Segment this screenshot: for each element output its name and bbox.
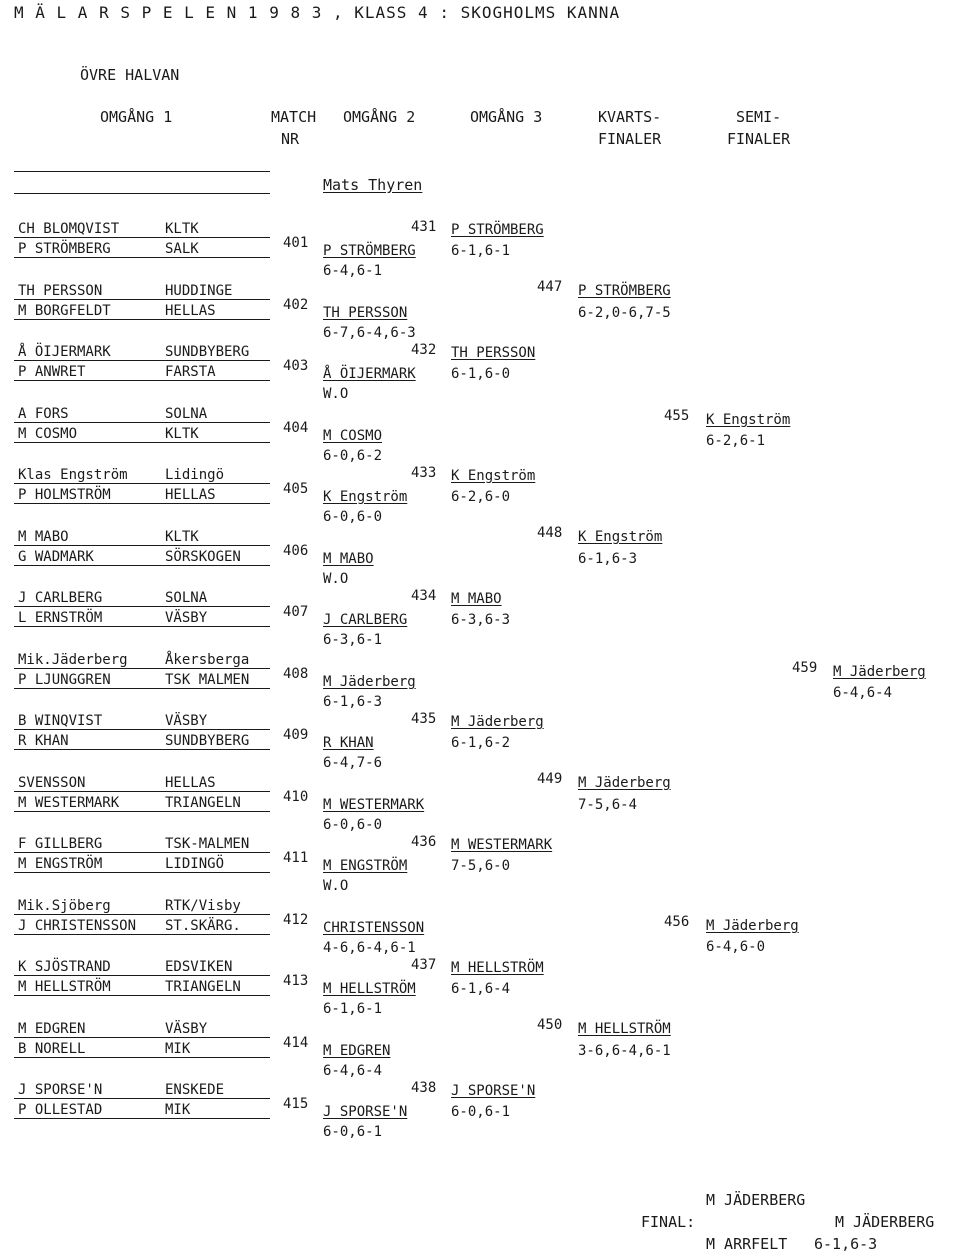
- r1-line-a: [14, 483, 270, 484]
- r1-club-b: FARSTA: [165, 364, 216, 380]
- r2-winner: M WESTERMARK: [451, 837, 553, 853]
- header-omgang-3: OMGÅNG 3: [470, 108, 543, 126]
- r1-club-b: TRIANGELN: [165, 979, 241, 995]
- r2-entrant: J CARLBERG: [323, 612, 408, 628]
- r1-club-a: Lidingö: [165, 467, 225, 483]
- r1-match-nr: 413: [283, 973, 309, 989]
- sf-winner: M Jäderberg: [833, 664, 926, 680]
- r1-player-a: J SPORSE'N: [18, 1082, 103, 1098]
- r1-match-nr: 401: [283, 235, 309, 251]
- r1-match-nr: 409: [283, 727, 309, 743]
- r1-club-a: RTK/Visby: [165, 898, 241, 914]
- r2-match-nr: 432: [411, 342, 437, 358]
- r1-match-nr: 405: [283, 481, 309, 497]
- r2-match-nr: 437: [411, 957, 437, 973]
- r2-entrant: TH PERSSON: [323, 305, 408, 321]
- r1-line-b: [14, 811, 270, 812]
- r1-line-b: [14, 688, 270, 689]
- r1-match-nr: 414: [283, 1035, 309, 1051]
- r1-line-a: [14, 914, 270, 915]
- r1-line-b: [14, 995, 270, 996]
- r1-player-b: M BORGFELDT: [18, 303, 111, 319]
- header-semi-finaler: FINALER: [727, 130, 791, 148]
- final-player-2: M ARRFELT: [706, 1235, 788, 1253]
- r2-score: 6-1,6-1: [451, 243, 511, 259]
- final-label: FINAL:: [641, 1213, 696, 1231]
- r2-score: 6-0,6-1: [451, 1104, 511, 1120]
- r1-player-a: Å ÖIJERMARK: [18, 344, 111, 360]
- r1-score: 6-1,6-1: [323, 1001, 383, 1017]
- r2-score: 6-3,6-3: [451, 612, 511, 628]
- r3-match-nr: 448: [537, 525, 563, 541]
- r1-match-nr: 410: [283, 789, 309, 805]
- r1-match-nr: 408: [283, 666, 309, 682]
- r1-player-b: L ERNSTRÖM: [18, 610, 103, 626]
- r1-player-a: M EDGREN: [18, 1021, 86, 1037]
- r1-line-b: [14, 1118, 270, 1119]
- r2-entrant: J SPORSE'N: [323, 1104, 408, 1120]
- r1-score: 6-4,6-4: [323, 1063, 383, 1079]
- r1-line-b: [14, 749, 270, 750]
- r2-score: 6-1,6-4: [451, 981, 511, 997]
- qf-winner: M Jäderberg: [706, 918, 799, 934]
- qf-winner: K Engström: [706, 412, 791, 428]
- r2-entrant: P STRÖMBERG: [323, 243, 416, 259]
- r1-player-a: M MABO: [18, 529, 69, 545]
- r3-score: 6-2,0-6,7-5: [578, 305, 671, 321]
- r2-winner: M MABO: [451, 591, 502, 607]
- r1-player-a: B WINQVIST: [18, 713, 103, 729]
- r1-line-a: [14, 729, 270, 730]
- r2-entrant: M WESTERMARK: [323, 797, 425, 813]
- r1-match-nr: 407: [283, 604, 309, 620]
- r1-club-b: LIDINGÖ: [165, 856, 225, 872]
- header-kvarts-finaler: FINALER: [598, 130, 662, 148]
- header-semi: SEMI-: [736, 108, 782, 126]
- r1-match-nr: 406: [283, 543, 309, 559]
- r1-score: W.O: [323, 878, 349, 894]
- r1-club-a: ENSKEDE: [165, 1082, 225, 1098]
- r1-score: 6-3,6-1: [323, 632, 383, 648]
- r1-club-b: TSK MALMEN: [165, 672, 250, 688]
- r1-club-a: VÄSBY: [165, 1021, 208, 1037]
- r3-winner: K Engström: [578, 529, 663, 545]
- r1-player-b: J CHRISTENSSON: [18, 918, 137, 934]
- qf-match-nr: 456: [664, 914, 690, 930]
- r1-player-b: M COSMO: [18, 426, 78, 442]
- r1-line-a: [14, 606, 270, 607]
- r2-entrant: M Jäderberg: [323, 674, 416, 690]
- r1-score: 6-4,7-6: [323, 755, 383, 771]
- r1-player-b: G WADMARK: [18, 549, 94, 565]
- r1-line-b: [14, 257, 270, 258]
- sf-match-nr: 459: [792, 660, 818, 676]
- r2-score: 7-5,6-0: [451, 858, 511, 874]
- r1-player-a: F GILLBERG: [18, 836, 103, 852]
- qf-match-nr: 455: [664, 408, 690, 424]
- r3-score: 6-1,6-3: [578, 551, 638, 567]
- r1-line-a: [14, 975, 270, 976]
- r1-line-a: [14, 299, 270, 300]
- r1-line-b: [14, 872, 270, 873]
- r1-club-a: SOLNA: [165, 590, 208, 606]
- r2-winner: K Engström: [451, 468, 536, 484]
- r1-club-a: SOLNA: [165, 406, 208, 422]
- r1-line-b: [14, 442, 270, 443]
- r1-score: 4-6,6-4,6-1: [323, 940, 416, 956]
- document-title: M Ä L A R S P E L E N 1 9 8 3 , KLASS 4 : SKOGHOLMS KANNA: [14, 3, 621, 22]
- r1-player-b: M ENGSTRÖM: [18, 856, 103, 872]
- r1-club-a: HUDDINGE: [165, 283, 233, 299]
- r1-club-a: HELLAS: [165, 775, 216, 791]
- r1-club-a: KLTK: [165, 221, 199, 237]
- r1-player-b: P OLLESTAD: [18, 1102, 103, 1118]
- r1-player-a: J CARLBERG: [18, 590, 103, 606]
- r1-player-a: CH BLOMQVIST: [18, 221, 120, 237]
- r1-line-b: [14, 319, 270, 320]
- r1-score: 6-0,6-1: [323, 1124, 383, 1140]
- r1-line-a: [14, 791, 270, 792]
- r1-player-a: A FORS: [18, 406, 69, 422]
- r1-line-b: [14, 503, 270, 504]
- r1-line-a: [14, 237, 270, 238]
- r1-line-b: [14, 1057, 270, 1058]
- r1-club-b: TRIANGELN: [165, 795, 241, 811]
- r1-player-a: SVENSSON: [18, 775, 86, 791]
- r1-score: 6-0,6-0: [323, 817, 383, 833]
- r2-score: 6-1,6-2: [451, 735, 511, 751]
- qf-score: 6-4,6-0: [706, 939, 766, 955]
- r3-score: 3-6,6-4,6-1: [578, 1043, 671, 1059]
- r1-match-nr: 415: [283, 1096, 309, 1112]
- r2-entrant: R KHAN: [323, 735, 374, 751]
- r1-club-a: SUNDBYBERG: [165, 344, 250, 360]
- r1-club-b: SALK: [165, 241, 199, 257]
- r2-entrant: M ENGSTRÖM: [323, 858, 408, 874]
- r2-entrant: CHRISTENSSON: [323, 920, 425, 936]
- r1-club-a: Åkersberga: [165, 652, 250, 668]
- r1-player-b: P STRÖMBERG: [18, 241, 111, 257]
- r2-match-nr: 434: [411, 588, 437, 604]
- r3-match-nr: 449: [537, 771, 563, 787]
- r1-player-b: P ANWRET: [18, 364, 86, 380]
- r1-player-b: P HOLMSTRÖM: [18, 487, 111, 503]
- r1-club-b: HELLAS: [165, 487, 216, 503]
- r1-line-b: [14, 380, 270, 381]
- r1-player-a: Mik.Sjöberg: [18, 898, 111, 914]
- r1-line-a: [14, 545, 270, 546]
- header-omgang-2: OMGÅNG 2: [343, 108, 416, 126]
- r2-match-nr: 438: [411, 1080, 437, 1096]
- r2-entrant: M HELLSTRÖM: [323, 981, 416, 997]
- r1-club-b: SUNDBYBERG: [165, 733, 250, 749]
- r1-line-a: [14, 1037, 270, 1038]
- final-score: 6-1,6-3: [814, 1235, 878, 1253]
- r1-club-a: KLTK: [165, 529, 199, 545]
- r1-player-a: K SJÖSTRAND: [18, 959, 111, 975]
- r1-line-b: [14, 565, 270, 566]
- r1-club-a: EDSVIKEN: [165, 959, 233, 975]
- qf-score: 6-2,6-1: [706, 433, 766, 449]
- r1-player-b: R KHAN: [18, 733, 69, 749]
- sf-score: 6-4,6-4: [833, 685, 893, 701]
- r1-club-b: SÖRSKOGEN: [165, 549, 241, 565]
- r1-club-b: VÄSBY: [165, 610, 208, 626]
- r2-entrant: Å ÖIJERMARK: [323, 366, 416, 382]
- top-player-name: Mats Thyren: [323, 176, 423, 194]
- r1-club-b: ST.SKÄRG.: [165, 918, 241, 934]
- r3-winner: M Jäderberg: [578, 775, 671, 791]
- r2-match-nr: 433: [411, 465, 437, 481]
- r1-player-b: M HELLSTRÖM: [18, 979, 111, 995]
- r1-club-b: KLTK: [165, 426, 199, 442]
- r1-club-b: MIK: [165, 1102, 191, 1118]
- r1-match-nr: 412: [283, 912, 309, 928]
- r1-player-a: TH PERSSON: [18, 283, 103, 299]
- r1-score: 6-4,6-1: [323, 263, 383, 279]
- r2-entrant: M COSMO: [323, 428, 383, 444]
- r1-match-nr: 403: [283, 358, 309, 374]
- final-player-1: M JÄDERBERG: [706, 1191, 806, 1209]
- r1-line-a: [14, 360, 270, 361]
- r1-score: W.O: [323, 571, 349, 587]
- r1-club-b: MIK: [165, 1041, 191, 1057]
- r2-score: 6-2,6-0: [451, 489, 511, 505]
- r2-score: 6-1,6-0: [451, 366, 511, 382]
- r1-player-b: M WESTERMARK: [18, 795, 120, 811]
- r1-club-a: TSK-MALMEN: [165, 836, 250, 852]
- r1-player-b: B NORELL: [18, 1041, 86, 1057]
- header-omgang-1: OMGÅNG 1: [100, 108, 173, 126]
- header-match: MATCH: [271, 108, 317, 126]
- r2-entrant: M EDGREN: [323, 1043, 391, 1059]
- r1-line-a: [14, 668, 270, 669]
- r3-score: 7-5,6-4: [578, 797, 638, 813]
- r1-player-b: P LJUNGGREN: [18, 672, 111, 688]
- r2-winner: M Jäderberg: [451, 714, 544, 730]
- r1-match-nr: 402: [283, 297, 309, 313]
- r1-score: 6-0,6-0: [323, 509, 383, 525]
- r2-winner: P STRÖMBERG: [451, 222, 544, 238]
- section-title: ÖVRE HALVAN: [80, 66, 180, 84]
- r2-winner: M HELLSTRÖM: [451, 960, 544, 976]
- r1-club-a: VÄSBY: [165, 713, 208, 729]
- r1-line-a: [14, 852, 270, 853]
- header-kvarts: KVARTS-: [598, 108, 662, 126]
- r2-match-nr: 436: [411, 834, 437, 850]
- r1-score: W.O: [323, 386, 349, 402]
- blank-line-second: [14, 193, 270, 194]
- r1-player-a: Klas Engström: [18, 467, 128, 483]
- r1-player-a: Mik.Jäderberg: [18, 652, 128, 668]
- r1-line-b: [14, 934, 270, 935]
- r2-entrant: M MABO: [323, 551, 374, 567]
- r1-match-nr: 411: [283, 850, 309, 866]
- r1-line-a: [14, 422, 270, 423]
- r1-club-b: HELLAS: [165, 303, 216, 319]
- blank-line-top: [14, 171, 270, 172]
- final-winner: M JÄDERBERG: [835, 1213, 935, 1231]
- r3-match-nr: 447: [537, 279, 563, 295]
- r1-score: 6-0,6-2: [323, 448, 383, 464]
- r3-match-nr: 450: [537, 1017, 563, 1033]
- r3-winner: M HELLSTRÖM: [578, 1021, 671, 1037]
- r1-line-b: [14, 626, 270, 627]
- r2-match-nr: 435: [411, 711, 437, 727]
- r2-match-nr: 431: [411, 219, 437, 235]
- r2-winner: J SPORSE'N: [451, 1083, 536, 1099]
- r1-score: 6-7,6-4,6-3: [323, 325, 416, 341]
- r1-match-nr: 404: [283, 420, 309, 436]
- r1-score: 6-1,6-3: [323, 694, 383, 710]
- r2-entrant: K Engström: [323, 489, 408, 505]
- r1-line-a: [14, 1098, 270, 1099]
- r3-winner: P STRÖMBERG: [578, 283, 671, 299]
- header-nr: NR: [281, 130, 300, 148]
- r2-winner: TH PERSSON: [451, 345, 536, 361]
